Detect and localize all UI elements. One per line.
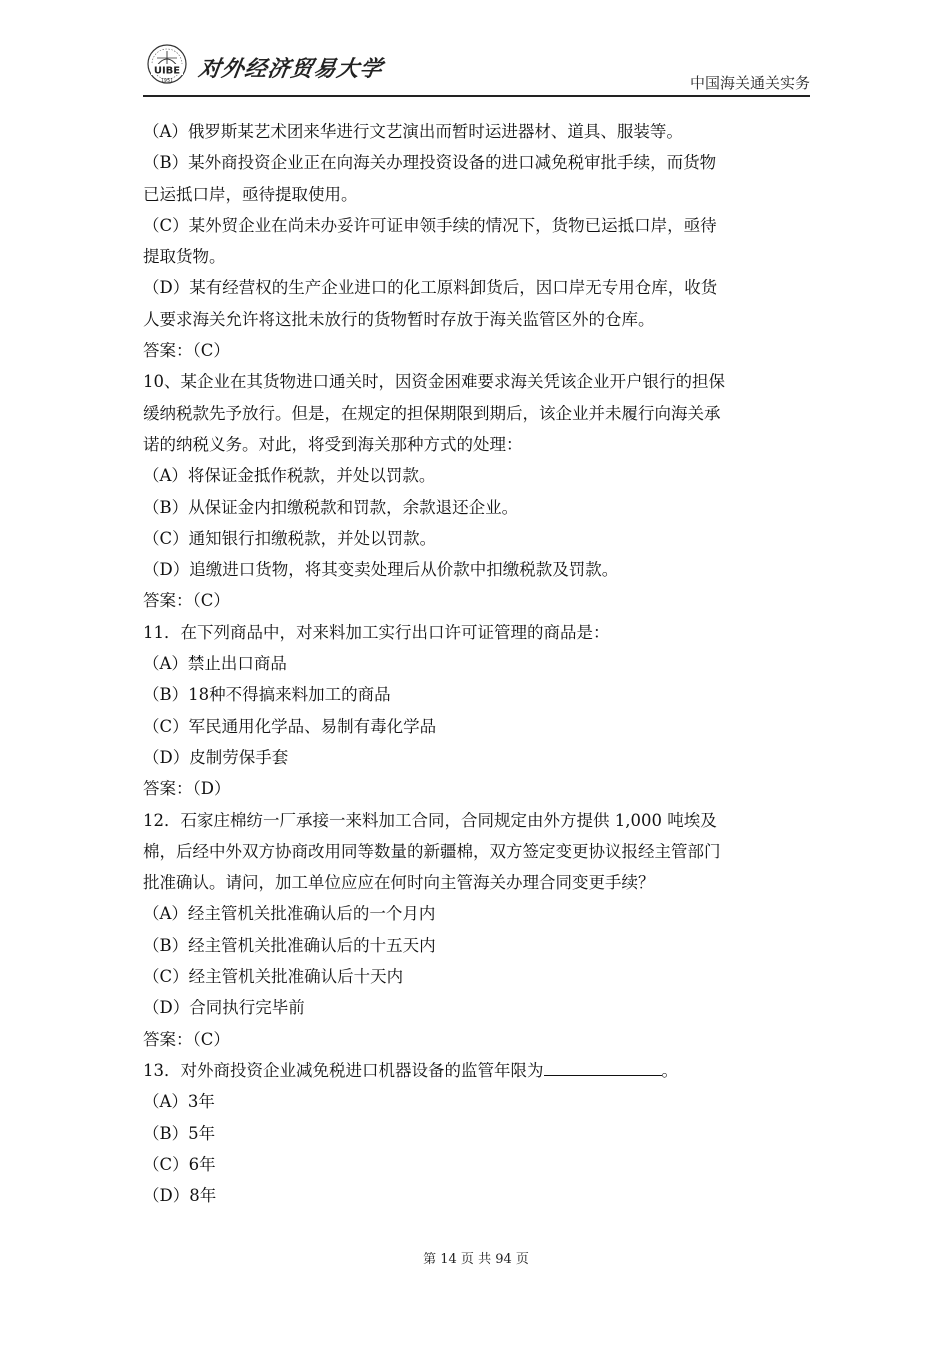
question-line: 12．石家庄棉纺一厂承接一来料加工合同，合同规定由外方提供 1,000 吨埃及 [143,810,717,830]
option-line: （D）合同执行完毕前 [143,998,305,1018]
page-content [143,116,810,1211]
answer-line: 答案：（C） [143,341,230,361]
option-line: （D）追缴进口货物，将其变卖处理后从价款中扣缴税款及罚款。 [143,560,619,580]
text-line: （B）某外商投资企业正在向海关办理投资设备的进口减免税审批手续，而货物 [143,153,717,173]
university-name: 对外经济贸易大学 [196,56,385,82]
text-line: （A）俄罗斯某艺术团来华进行文艺演出而暂时运进器材、道具、服装等。 [143,122,683,141]
text-line: 提取货物。 [143,247,226,267]
option-line: （A）将保证金抵作税款，并处以罚款。 [143,466,436,486]
option-line: （B）5年 [143,1123,216,1143]
text-line: 缓纳税款先予放行。但是，在规定的担保期限到期后，该企业并未履行向海关承 [143,403,721,423]
option-line: （C）通知银行扣缴税款，并处以罚款。 [143,528,437,548]
page-number: 第 14 页 共 94 页 [423,1252,529,1267]
document-title: 中国海关通关实务 [689,74,810,92]
answer-line: 答案：（C） [143,1029,230,1049]
question-line: 10、某企业在其货物进口通关时，因资金困难要求海关凭该企业开户银行的担保 [143,372,725,392]
text-line: （C）某外贸企业在尚未办妥许可证申领手续的情况下，货物已运抵口岸，亟待 [143,215,717,235]
option-line: （B）18种不得搞来料加工的商品 [143,685,391,705]
logo-text: UIBE [153,65,181,77]
question-stem: 13．对外商投资企业减免税进口机器设备的监管年限为 [143,1060,544,1080]
option-line: （C）经主管机关批准确认后十天内 [143,967,404,987]
option-line: （D）8年 [143,1186,217,1206]
answer-line: 答案：（C） [143,591,230,611]
university-seal-icon [143,42,195,86]
text-line: 人要求海关允许将这批未放行的货物暂时存放于海关监管区外的仓库。 [143,309,655,329]
text-line: 批准确认。请问，加工单位应应在何时向主管海关办理合同变更手续？ [143,873,655,893]
option-line: （B）从保证金内扣缴税款和罚款，余款退还企业。 [143,497,519,517]
header-rule [143,95,810,97]
university-logo [143,42,195,86]
option-line: （B）经主管机关批准确认后的十五天内 [143,935,436,955]
page-header [143,42,810,98]
answer-line: 答案：（D） [143,779,231,799]
option-line: （D）皮制劳保手套 [143,747,289,767]
fill-in-blank [544,1057,662,1076]
question-line [143,1055,810,1086]
option-line: （A）禁止出口商品 [143,654,287,674]
text-line: 诺的纳税义务。对此，将受到海关那种方式的处理： [143,434,523,454]
option-line: （C）6年 [143,1154,216,1174]
text-line: 已运抵口岸，亟待提取使用。 [143,184,358,204]
text-line: 棉，后经中外双方协商改用同等数量的新疆棉，双方签定变更协议报经主管部门 [143,841,721,861]
text-line: （D）某有经营权的生产企业进口的化工原料卸货后，因口岸无专用仓库，收货 [143,278,718,298]
question-line: 11．在下列商品中，对来料加工实行出口许可证管理的商品是： [143,622,610,642]
question-end: 。 [661,1060,678,1080]
option-line: （A）经主管机关批准确认后的一个月内 [143,904,436,924]
option-line: （A）3年 [143,1092,215,1112]
logo-year: 1951 [160,78,174,84]
option-line: （C）军民通用化学品、易制有毒化学品 [143,716,437,736]
